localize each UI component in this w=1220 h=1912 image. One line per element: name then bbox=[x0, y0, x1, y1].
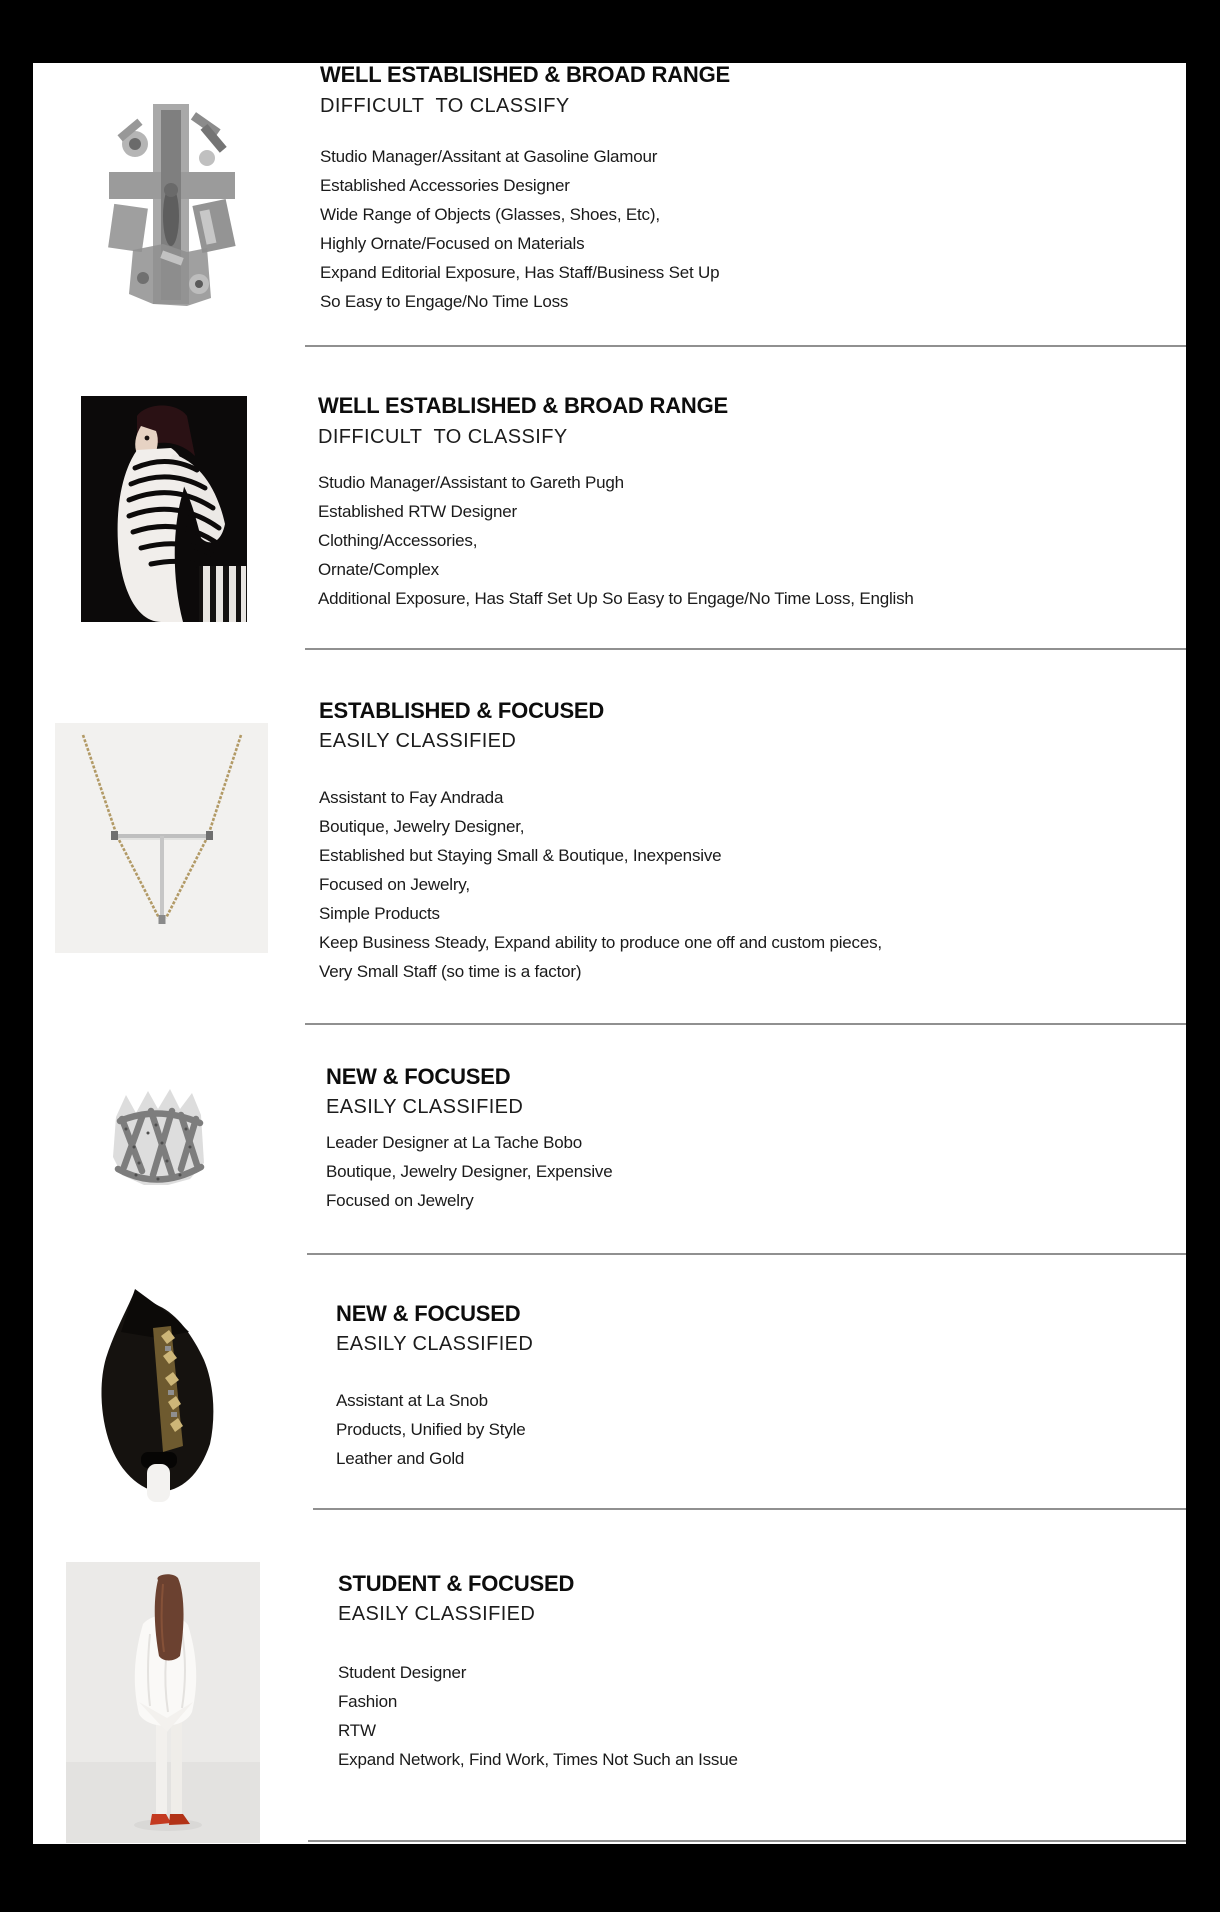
section-lines bbox=[320, 142, 719, 316]
section-line: Established but Staying Small & Boutique, Inexpensive bbox=[319, 846, 722, 865]
section-title: NEW & FOCUSED bbox=[326, 1064, 511, 1089]
section-line: Clothing/Accessories, bbox=[318, 531, 478, 550]
page-frame-right bbox=[1186, 0, 1220, 1912]
section-line: Highly Ornate/Focused on Materials bbox=[320, 234, 585, 253]
section-line: Expand Network, Find Work, Times Not Such an Issue bbox=[338, 1750, 738, 1769]
cuff-bracelet-photo bbox=[106, 1077, 212, 1197]
section-divider bbox=[308, 1840, 1186, 1842]
fashion-model-illustration bbox=[81, 396, 247, 622]
page-frame-top bbox=[0, 0, 1220, 63]
section-title: WELL ESTABLISHED & BROAD RANGE bbox=[318, 393, 728, 418]
section-line: Fashion bbox=[338, 1692, 398, 1711]
section-line: Leather and Gold bbox=[336, 1449, 465, 1468]
section-line: Ornate/Complex bbox=[318, 560, 439, 579]
crucifix-assemblage-photo bbox=[103, 98, 240, 310]
section-subtitle: EASILY CLASSIFIED bbox=[326, 1096, 524, 1118]
section-line: Leader Designer at La Tache Bobo bbox=[326, 1133, 583, 1152]
section-line: Boutique, Jewelry Designer, Expensive bbox=[326, 1162, 613, 1181]
section-line: Focused on Jewelry, bbox=[319, 875, 470, 894]
cuff-bracelet-illustration bbox=[106, 1077, 212, 1197]
section-divider bbox=[305, 1023, 1186, 1025]
section-line: Student Designer bbox=[338, 1663, 467, 1682]
section-subtitle: DIFFICULT TO CLASSIFY bbox=[318, 426, 568, 448]
fashion-model-photo bbox=[81, 396, 247, 622]
section-line: Simple Products bbox=[319, 904, 440, 923]
section-line: Wide Range of Objects (Glasses, Shoes, Etc), bbox=[320, 205, 660, 224]
leather-garment-illustration bbox=[97, 1284, 217, 1502]
section-line: Keep Business Steady, Expand ability to produce one off and custom pieces, bbox=[319, 933, 882, 952]
section-line: Focused on Jewelry bbox=[326, 1191, 474, 1210]
section-line: Products, Unified by Style bbox=[336, 1420, 526, 1439]
page-frame-bottom bbox=[0, 1844, 1220, 1912]
section-line: Studio Manager/Assistant to Gareth Pugh bbox=[318, 473, 624, 492]
section-lines bbox=[338, 1658, 738, 1774]
student-model-photo bbox=[66, 1562, 260, 1843]
section-line: Studio Manager/Assitant at Gasoline Glamour bbox=[320, 147, 658, 166]
section-lines bbox=[336, 1386, 525, 1473]
section-subtitle: EASILY CLASSIFIED bbox=[336, 1333, 534, 1355]
crucifix-assemblage-illustration bbox=[103, 98, 240, 310]
section-subtitle: EASILY CLASSIFIED bbox=[338, 1603, 536, 1625]
section-line: So Easy to Engage/No Time Loss bbox=[320, 292, 569, 311]
section-lines bbox=[319, 783, 882, 986]
section-subtitle: DIFFICULT TO CLASSIFY bbox=[320, 95, 570, 117]
section-lines bbox=[318, 468, 914, 613]
page-frame-left bbox=[0, 0, 33, 1912]
section-title: WELL ESTABLISHED & BROAD RANGE bbox=[320, 62, 730, 87]
section-line: RTW bbox=[338, 1721, 376, 1740]
section-line: Expand Editorial Exposure, Has Staff/Business Set Up bbox=[320, 263, 720, 282]
section-line: Established RTW Designer bbox=[318, 502, 517, 521]
section-divider bbox=[305, 648, 1186, 650]
section-title: ESTABLISHED & FOCUSED bbox=[319, 698, 605, 723]
section-line: Assistant at La Snob bbox=[336, 1391, 488, 1410]
leather-garment-photo bbox=[97, 1284, 217, 1502]
section-title: NEW & FOCUSED bbox=[336, 1301, 521, 1326]
student-model-illustration bbox=[66, 1562, 260, 1843]
section-title: STUDENT & FOCUSED bbox=[338, 1571, 575, 1596]
section-lines bbox=[326, 1128, 612, 1215]
section-line: Additional Exposure, Has Staff Set Up So Easy to Engage/No Time Loss, English bbox=[318, 589, 914, 608]
section-line: Assistant to Fay Andrada bbox=[319, 788, 504, 807]
section-line: Boutique, Jewelry Designer, bbox=[319, 817, 525, 836]
necklace-photo bbox=[55, 723, 268, 953]
section-divider bbox=[313, 1508, 1186, 1510]
section-divider bbox=[305, 345, 1186, 347]
necklace-illustration bbox=[55, 723, 268, 953]
section-subtitle: EASILY CLASSIFIED bbox=[319, 730, 517, 752]
section-line: Established Accessories Designer bbox=[320, 176, 570, 195]
section-line: Very Small Staff (so time is a factor) bbox=[319, 962, 582, 981]
section-divider bbox=[307, 1253, 1186, 1255]
